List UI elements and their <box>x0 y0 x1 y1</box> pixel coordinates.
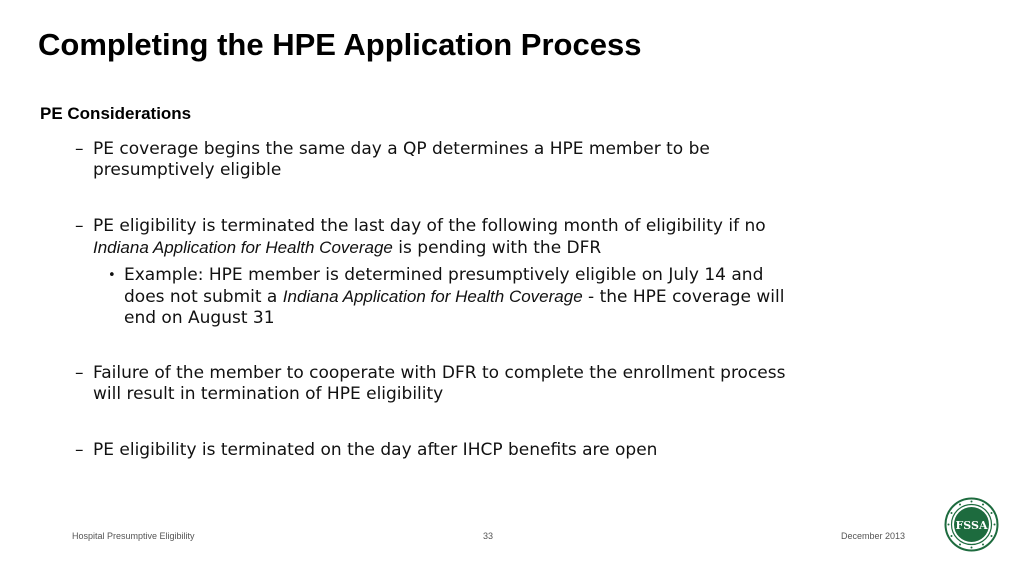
sub-list-item <box>108 265 785 329</box>
item-text-line: PE coverage begins the same day a QP determines a HPE member to be <box>93 139 710 159</box>
dash-marker: – <box>75 216 84 236</box>
page-number: 33 <box>483 531 494 541</box>
item-text-segment: is pending with the DFR <box>392 238 602 258</box>
fssa-seal-icon <box>944 497 999 552</box>
svg-text:FSSA: FSSA <box>955 519 988 532</box>
item-text-line <box>93 237 766 259</box>
footer-left-text: Hospital Presumptive Eligibility <box>72 531 195 541</box>
item-text-line: PE eligibility is terminated the last day of the following month of eligibility if no <box>93 216 766 236</box>
footer-date: December 2013 <box>841 531 906 541</box>
item-text-line: Example: HPE member is determined presumptively eligible on July 14 and <box>124 265 764 285</box>
item-text-segment: does not submit a <box>124 287 283 307</box>
document-title-italic: Indiana Application for Health Coverage <box>93 238 393 257</box>
bullet-marker: • <box>108 268 116 283</box>
dash-marker: – <box>75 139 84 159</box>
item-text-segment: - the HPE coverage will <box>582 287 785 307</box>
list-item <box>75 216 766 259</box>
slide-title: Completing the HPE Application Process <box>38 27 642 62</box>
item-text-line: end on August 31 <box>124 308 275 328</box>
item-text-line: PE eligibility is terminated on the day after IHCP benefits are open <box>93 440 658 460</box>
item-text-line: Failure of the member to cooperate with DFR to complete the enrollment process <box>93 363 786 383</box>
list-item <box>75 440 658 461</box>
dash-marker: – <box>75 440 84 460</box>
dash-marker: – <box>75 363 84 383</box>
section-heading: PE Considerations <box>40 104 192 123</box>
item-text-line <box>124 286 784 308</box>
list-item <box>75 363 786 405</box>
list-item <box>75 139 710 181</box>
document-title-italic: Indiana Application for Health Coverage <box>282 287 583 306</box>
item-text-line: presumptively eligible <box>93 160 282 180</box>
item-text-line: will result in termination of HPE eligibility <box>93 384 444 404</box>
